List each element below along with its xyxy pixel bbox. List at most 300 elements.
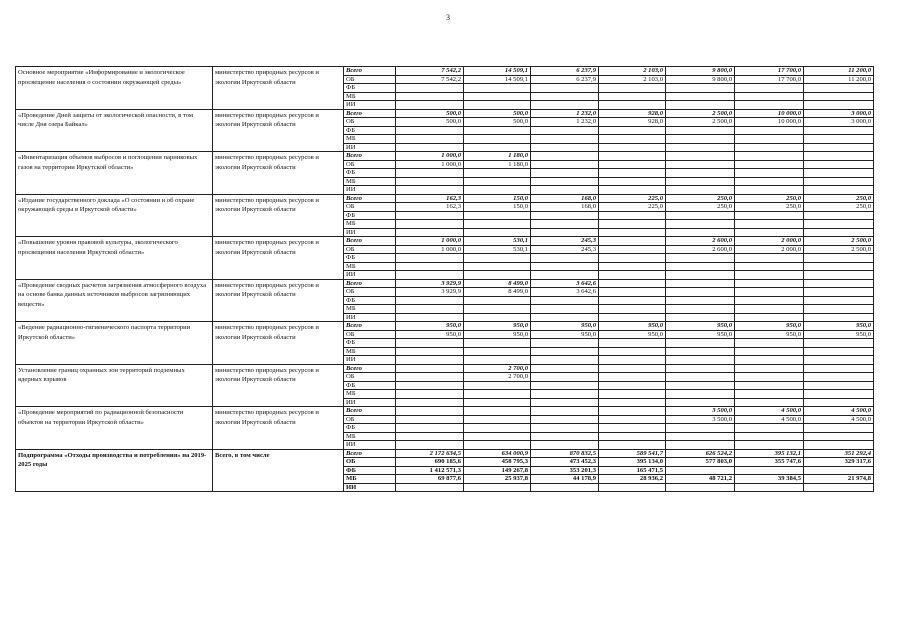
amount-cell: 3 000,0 [804, 109, 874, 118]
amount-cell: 8 499,0 [464, 288, 531, 297]
amount-cell [396, 220, 464, 229]
amount-cell: 3 642,6 [531, 288, 599, 297]
funding-source-cell: ИИ [344, 228, 396, 237]
funding-source-cell: МБ [344, 135, 396, 144]
amount-cell: 6 237,9 [531, 75, 599, 84]
activity-name-cell: «Проведение Дней защиты от экологической опасности, в том числе Дня озера Байкал» [16, 109, 213, 152]
funding-source-cell: Всего [344, 364, 396, 373]
amount-cell: 7 542,2 [396, 75, 464, 84]
amount-cell: 355 747,6 [735, 458, 804, 467]
amount-cell [666, 101, 735, 110]
amount-cell: 577 803,0 [666, 458, 735, 467]
amount-cell [599, 364, 666, 373]
amount-cell [464, 424, 531, 433]
amount-cell [531, 432, 599, 441]
amount-cell [735, 84, 804, 93]
amount-cell: 1 180,0 [464, 160, 531, 169]
amount-cell [804, 228, 874, 237]
amount-cell: 10 000,0 [735, 118, 804, 127]
funding-source-cell: ОБ [344, 458, 396, 467]
amount-cell [599, 390, 666, 399]
funding-source-cell: ОБ [344, 203, 396, 212]
amount-cell [531, 356, 599, 365]
amount-cell [464, 228, 531, 237]
amount-cell [599, 211, 666, 220]
amount-cell [464, 211, 531, 220]
funding-source-cell: ОБ [344, 415, 396, 424]
amount-cell: 500,0 [464, 118, 531, 127]
amount-cell [804, 220, 874, 229]
amount-cell [531, 169, 599, 178]
amount-cell: 626 524,2 [666, 449, 735, 458]
amount-cell [464, 220, 531, 229]
amount-cell: 165 471,5 [599, 466, 666, 475]
amount-cell [396, 356, 464, 365]
funding-source-cell: Всего [344, 152, 396, 161]
amount-cell: 395 134,0 [599, 458, 666, 467]
amount-cell [804, 313, 874, 322]
amount-cell: 168,0 [531, 203, 599, 212]
executor-cell: министерство природных ресурсов и экологии Иркутской области [213, 407, 344, 450]
amount-cell [531, 92, 599, 101]
amount-cell [735, 441, 804, 450]
amount-cell [531, 126, 599, 135]
funding-source-cell: ФБ [344, 424, 396, 433]
amount-cell [804, 271, 874, 280]
amount-cell [599, 152, 666, 161]
amount-cell [599, 483, 666, 492]
amount-cell [666, 220, 735, 229]
amount-cell [599, 441, 666, 450]
amount-cell [666, 313, 735, 322]
amount-cell [599, 101, 666, 110]
amount-cell [396, 228, 464, 237]
amount-cell [666, 169, 735, 178]
amount-cell [464, 356, 531, 365]
amount-cell [396, 415, 464, 424]
amount-cell [464, 296, 531, 305]
amount-cell: 950,0 [396, 330, 464, 339]
amount-cell [531, 143, 599, 152]
amount-cell [804, 424, 874, 433]
amount-cell: 690 185,6 [396, 458, 464, 467]
amount-cell [396, 313, 464, 322]
amount-cell: 9 800,0 [666, 67, 735, 76]
activity-name-cell: Подпрограмма «Отходы производства и потребления» на 2019-2025 годы [16, 449, 213, 492]
amount-cell: 250,0 [735, 194, 804, 203]
amount-cell [666, 398, 735, 407]
funding-source-cell: ФБ [344, 381, 396, 390]
amount-cell [666, 373, 735, 382]
amount-cell [666, 288, 735, 297]
amount-cell [531, 347, 599, 356]
amount-cell [396, 135, 464, 144]
amount-cell: 250,0 [666, 194, 735, 203]
amount-cell: 250,0 [804, 203, 874, 212]
amount-cell: 4 500,0 [804, 407, 874, 416]
table-row [16, 109, 874, 118]
amount-cell [804, 296, 874, 305]
amount-cell: 3 500,0 [666, 407, 735, 416]
amount-cell [599, 296, 666, 305]
amount-cell [599, 432, 666, 441]
activity-name-cell: Установление границ охранных зон территорий подземных ядерных взрывов [16, 364, 213, 407]
amount-cell [666, 356, 735, 365]
amount-cell: 589 541,7 [599, 449, 666, 458]
amount-cell: 48 721,2 [666, 475, 735, 484]
budget-table [15, 66, 874, 492]
funding-source-cell: ОБ [344, 330, 396, 339]
table-row [16, 152, 874, 161]
funding-source-cell: Всего [344, 67, 396, 76]
amount-cell [531, 152, 599, 161]
amount-cell [666, 381, 735, 390]
amount-cell [396, 424, 464, 433]
funding-source-cell: МБ [344, 220, 396, 229]
funding-source-cell: Всего [344, 237, 396, 246]
amount-cell [599, 373, 666, 382]
amount-cell [531, 262, 599, 271]
amount-cell [804, 373, 874, 382]
table-row [16, 194, 874, 203]
amount-cell [531, 228, 599, 237]
amount-cell [735, 364, 804, 373]
funding-source-cell: ИИ [344, 101, 396, 110]
amount-cell [531, 373, 599, 382]
amount-cell [599, 356, 666, 365]
amount-cell [396, 262, 464, 271]
amount-cell [599, 279, 666, 288]
amount-cell: 500,0 [464, 109, 531, 118]
amount-cell [464, 186, 531, 195]
amount-cell [396, 271, 464, 280]
amount-cell [666, 466, 735, 475]
amount-cell: 530,1 [464, 237, 531, 246]
amount-cell: 928,0 [599, 118, 666, 127]
funding-source-cell: Всего [344, 194, 396, 203]
amount-cell: 2 700,0 [464, 373, 531, 382]
amount-cell: 950,0 [804, 330, 874, 339]
amount-cell [464, 84, 531, 93]
amount-cell [666, 432, 735, 441]
amount-cell [804, 432, 874, 441]
amount-cell: 2 700,0 [464, 364, 531, 373]
amount-cell [666, 228, 735, 237]
amount-cell: 530,1 [464, 245, 531, 254]
amount-cell: 950,0 [735, 322, 804, 331]
amount-cell [735, 254, 804, 263]
amount-cell [804, 160, 874, 169]
amount-cell: 69 877,6 [396, 475, 464, 484]
amount-cell [599, 135, 666, 144]
amount-cell: 168,0 [531, 194, 599, 203]
amount-cell [735, 381, 804, 390]
funding-source-cell: ИИ [344, 143, 396, 152]
funding-source-cell: ИИ [344, 483, 396, 492]
amount-cell [666, 424, 735, 433]
activity-name-cell: «Проведение мероприятий по радиационной безопасности объектов на территории Иркутской области» [16, 407, 213, 450]
amount-cell: 500,0 [396, 109, 464, 118]
amount-cell [464, 177, 531, 186]
amount-cell [735, 177, 804, 186]
amount-cell [735, 228, 804, 237]
amount-cell: 7 542,2 [396, 67, 464, 76]
page-number: 3 [446, 13, 450, 22]
funding-source-cell: ФБ [344, 211, 396, 220]
amount-cell [396, 373, 464, 382]
amount-cell [599, 143, 666, 152]
amount-cell [735, 169, 804, 178]
amount-cell [804, 254, 874, 263]
amount-cell [464, 347, 531, 356]
table-row [16, 279, 874, 288]
amount-cell [599, 288, 666, 297]
amount-cell [531, 313, 599, 322]
amount-cell [396, 143, 464, 152]
amount-cell: 351 292,4 [804, 449, 874, 458]
funding-source-cell: ОБ [344, 373, 396, 382]
amount-cell [531, 254, 599, 263]
amount-cell [804, 398, 874, 407]
amount-cell [464, 390, 531, 399]
funding-source-cell: МБ [344, 262, 396, 271]
amount-cell [531, 186, 599, 195]
amount-cell: 2 600,0 [666, 245, 735, 254]
amount-cell [735, 305, 804, 314]
funding-source-cell: МБ [344, 177, 396, 186]
funding-source-cell: Всего [344, 109, 396, 118]
amount-cell: 1 180,0 [464, 152, 531, 161]
amount-cell [531, 135, 599, 144]
amount-cell [666, 364, 735, 373]
amount-cell [396, 483, 464, 492]
executor-cell: министерство природных ресурсов и экологии Иркутской области [213, 109, 344, 152]
amount-cell [735, 271, 804, 280]
activity-name-cell: «Издание государственного доклада «О состоянии и об охране окружающей среды в Иркутской области» [16, 194, 213, 237]
amount-cell: 150,0 [464, 203, 531, 212]
amount-cell [735, 92, 804, 101]
activity-group [16, 407, 874, 450]
funding-source-cell: ИИ [344, 398, 396, 407]
amount-cell [396, 339, 464, 348]
amount-cell [531, 407, 599, 416]
activity-group [16, 67, 874, 110]
amount-cell [735, 339, 804, 348]
amount-cell [804, 186, 874, 195]
amount-cell [666, 152, 735, 161]
amount-cell [396, 441, 464, 450]
amount-cell [666, 262, 735, 271]
amount-cell [735, 373, 804, 382]
activity-name-cell: Основное мероприятие «Информирование и экологическое просвещение населения о состоянии окружающей среды» [16, 67, 213, 110]
amount-cell [396, 177, 464, 186]
amount-cell [666, 339, 735, 348]
amount-cell [804, 364, 874, 373]
amount-cell [396, 211, 464, 220]
amount-cell [464, 135, 531, 144]
amount-cell: 3 642,6 [531, 279, 599, 288]
amount-cell: 2 500,0 [804, 237, 874, 246]
executor-cell: министерство природных ресурсов и экологии Иркутской области [213, 364, 344, 407]
activity-group [16, 194, 874, 237]
amount-cell: 950,0 [599, 330, 666, 339]
activity-name-cell: «Инвентаризация объемов выбросов и поглощения парниковых газов на территории Иркутской области» [16, 152, 213, 195]
funding-source-cell: ФБ [344, 339, 396, 348]
amount-cell [396, 432, 464, 441]
amount-cell: 44 178,9 [531, 475, 599, 484]
amount-cell [735, 483, 804, 492]
amount-cell: 950,0 [666, 330, 735, 339]
funding-source-cell: ОБ [344, 288, 396, 297]
table-row [16, 67, 874, 76]
amount-cell: 225,0 [599, 194, 666, 203]
amount-cell [666, 186, 735, 195]
amount-cell [804, 339, 874, 348]
amount-cell [599, 313, 666, 322]
amount-cell [804, 101, 874, 110]
amount-cell: 3 929,9 [396, 279, 464, 288]
activity-group [16, 109, 874, 152]
funding-source-cell: ИИ [344, 313, 396, 322]
amount-cell: 17 700,0 [735, 75, 804, 84]
funding-source-cell: ФБ [344, 466, 396, 475]
amount-cell [464, 143, 531, 152]
amount-cell [804, 84, 874, 93]
amount-cell [531, 364, 599, 373]
amount-cell: 2 000,0 [735, 237, 804, 246]
amount-cell [464, 441, 531, 450]
amount-cell [396, 84, 464, 93]
amount-cell: 2 172 634,5 [396, 449, 464, 458]
funding-source-cell: ОБ [344, 75, 396, 84]
amount-cell [735, 432, 804, 441]
funding-source-cell: ОБ [344, 118, 396, 127]
amount-cell: 11 200,0 [804, 67, 874, 76]
amount-cell [735, 390, 804, 399]
amount-cell [804, 211, 874, 220]
amount-cell: 14 509,1 [464, 75, 531, 84]
amount-cell: 10 000,0 [735, 109, 804, 118]
amount-cell [735, 313, 804, 322]
amount-cell [531, 211, 599, 220]
executor-cell: министерство природных ресурсов и экологии Иркутской области [213, 152, 344, 195]
amount-cell: 150,0 [464, 194, 531, 203]
funding-source-cell: ИИ [344, 186, 396, 195]
amount-cell: 950,0 [599, 322, 666, 331]
amount-cell: 950,0 [666, 322, 735, 331]
amount-cell: 500,0 [396, 118, 464, 127]
amount-cell: 8 499,0 [464, 279, 531, 288]
amount-cell: 149 267,8 [464, 466, 531, 475]
amount-cell: 329 317,6 [804, 458, 874, 467]
amount-cell [396, 398, 464, 407]
amount-cell [531, 296, 599, 305]
amount-cell [666, 296, 735, 305]
executor-cell: министерство природных ресурсов и экологии Иркутской области [213, 322, 344, 365]
amount-cell [666, 390, 735, 399]
amount-cell: 39 384,5 [735, 475, 804, 484]
amount-cell [464, 126, 531, 135]
amount-cell [599, 237, 666, 246]
amount-cell [666, 271, 735, 280]
amount-cell [464, 483, 531, 492]
amount-cell [666, 177, 735, 186]
amount-cell: 17 700,0 [735, 67, 804, 76]
amount-cell: 353 201,3 [531, 466, 599, 475]
amount-cell [531, 415, 599, 424]
table-row [16, 407, 874, 416]
amount-cell: 6 237,9 [531, 67, 599, 76]
amount-cell [599, 177, 666, 186]
amount-cell [599, 262, 666, 271]
amount-cell: 245,3 [531, 245, 599, 254]
amount-cell: 4 500,0 [735, 415, 804, 424]
funding-source-cell: ФБ [344, 296, 396, 305]
amount-cell: 1 232,0 [531, 109, 599, 118]
amount-cell [666, 305, 735, 314]
table-row [16, 364, 874, 373]
amount-cell [666, 126, 735, 135]
amount-cell: 458 795,3 [464, 458, 531, 467]
funding-source-cell: Всего [344, 407, 396, 416]
amount-cell: 2 500,0 [666, 109, 735, 118]
amount-cell [464, 271, 531, 280]
funding-source-cell: ОБ [344, 245, 396, 254]
amount-cell [735, 143, 804, 152]
amount-cell [735, 160, 804, 169]
amount-cell [804, 177, 874, 186]
amount-cell [464, 339, 531, 348]
amount-cell [464, 305, 531, 314]
amount-cell [804, 466, 874, 475]
amount-cell: 2 500,0 [804, 245, 874, 254]
amount-cell [531, 390, 599, 399]
amount-cell: 2 103,0 [599, 67, 666, 76]
amount-cell [735, 424, 804, 433]
amount-cell: 2 000,0 [735, 245, 804, 254]
amount-cell [804, 92, 874, 101]
amount-cell [531, 381, 599, 390]
amount-cell [396, 126, 464, 135]
funding-source-cell: Всего [344, 279, 396, 288]
amount-cell [599, 169, 666, 178]
amount-cell [804, 483, 874, 492]
amount-cell: 950,0 [735, 330, 804, 339]
funding-source-cell: МБ [344, 92, 396, 101]
funding-source-cell: МБ [344, 347, 396, 356]
amount-cell [599, 228, 666, 237]
amount-cell [735, 356, 804, 365]
table-row [16, 237, 874, 246]
amount-cell [396, 407, 464, 416]
amount-cell [396, 254, 464, 263]
amount-cell [735, 296, 804, 305]
amount-cell [735, 279, 804, 288]
amount-cell [464, 432, 531, 441]
amount-cell [666, 441, 735, 450]
amount-cell: 2 103,0 [599, 75, 666, 84]
amount-cell: 250,0 [666, 203, 735, 212]
amount-cell [531, 177, 599, 186]
amount-cell: 9 800,0 [666, 75, 735, 84]
amount-cell: 14 509,1 [464, 67, 531, 76]
amount-cell [531, 220, 599, 229]
amount-cell [735, 126, 804, 135]
amount-cell [804, 279, 874, 288]
amount-cell [735, 398, 804, 407]
amount-cell: 3 500,0 [666, 415, 735, 424]
funding-source-cell: ФБ [344, 254, 396, 263]
